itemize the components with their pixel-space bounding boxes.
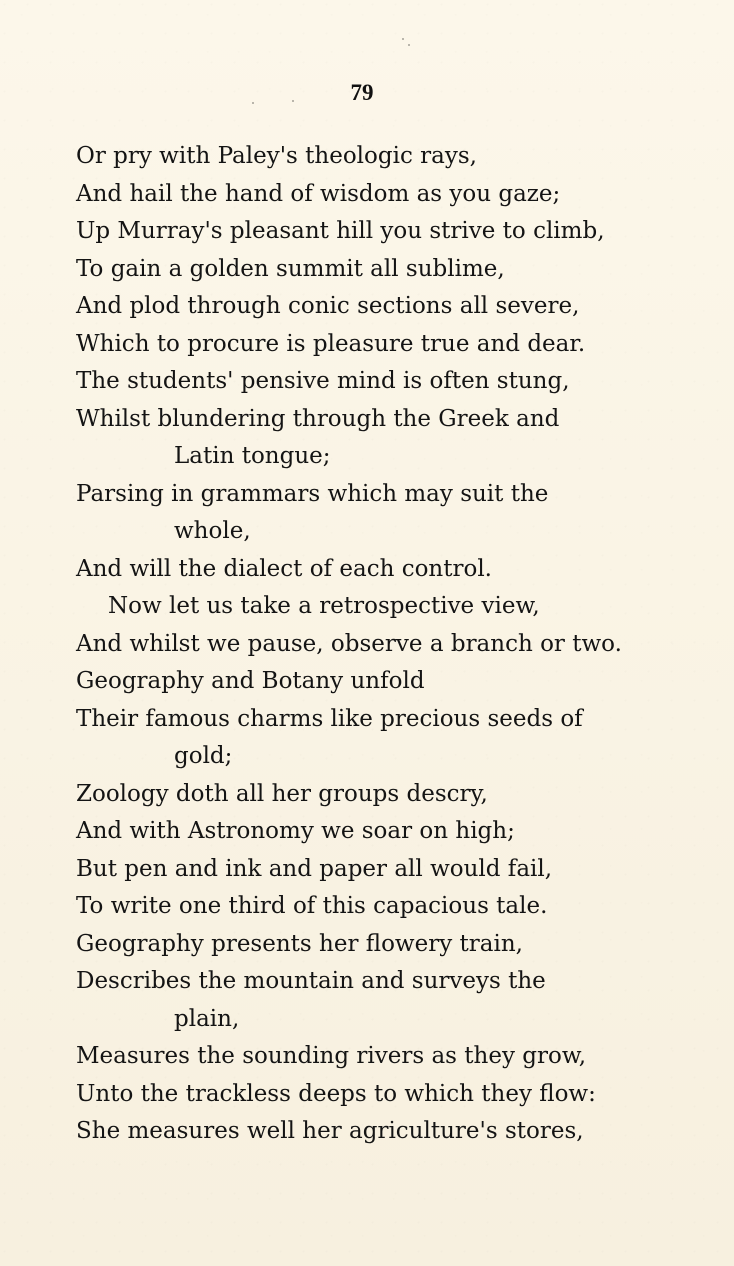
poem-line: Describes the mountain and surveys the: [76, 968, 546, 994]
ink-speck: [292, 100, 294, 102]
poem-line: And hail the hand of wisdom as you gaze;: [76, 180, 561, 207]
poem-line: She measures well her agriculture's stores,: [76, 1118, 584, 1144]
poem-line: Which to procure is pleasure true and dear.: [76, 330, 586, 357]
poem-line: Unto the trackless deeps to which they flow:: [76, 1080, 596, 1107]
poem-line: Geography and Botany unfold: [76, 668, 425, 694]
ink-speck: [252, 102, 254, 104]
poem-line: Zoology doth all her groups descry,: [76, 780, 488, 807]
poem-line: To gain a golden summit all sublime,: [76, 255, 505, 282]
ink-speck: [402, 38, 404, 40]
poem-line: Parsing in grammars which may suit the: [76, 480, 549, 507]
poem-line: Or pry with Paley's theologic rays,: [76, 143, 477, 169]
poem-line: The students' pensive mind is often stung,: [76, 368, 570, 394]
poem-line-continuation: whole,: [174, 518, 251, 544]
poem-line: Measures the sounding rivers as they grow,: [76, 1043, 587, 1069]
poem-text: [76, 138, 676, 1151]
poem-line: Their famous charms like precious seeds of: [76, 705, 583, 732]
poem-line: Up Murray's pleasant hill you strive to climb,: [76, 218, 605, 244]
poem-line: Whilst blundering through the Greek and: [76, 405, 560, 432]
poem-line-continuation: plain,: [174, 1005, 240, 1032]
poem-line: And plod through conic sections all severe,: [76, 293, 580, 319]
poem-line: To write one third of this capacious tale.: [76, 893, 548, 919]
ink-speck: [408, 44, 410, 46]
poem-line: And will the dialect of each control.: [76, 555, 492, 582]
poem-line: Geography presents her flowery train,: [76, 930, 523, 957]
poem-line-continuation: gold;: [174, 743, 233, 769]
poem-line: But pen and ink and paper all would fail,: [76, 855, 553, 882]
poem-line: And whilst we pause, observe a branch or two.: [76, 630, 622, 657]
poem-line: And with Astronomy we soar on high;: [76, 818, 515, 844]
poem-line-continuation: Latin tongue;: [174, 443, 331, 469]
page-number: 79: [350, 80, 374, 105]
poem-line-indented: Now let us take a retrospective view,: [108, 593, 540, 619]
